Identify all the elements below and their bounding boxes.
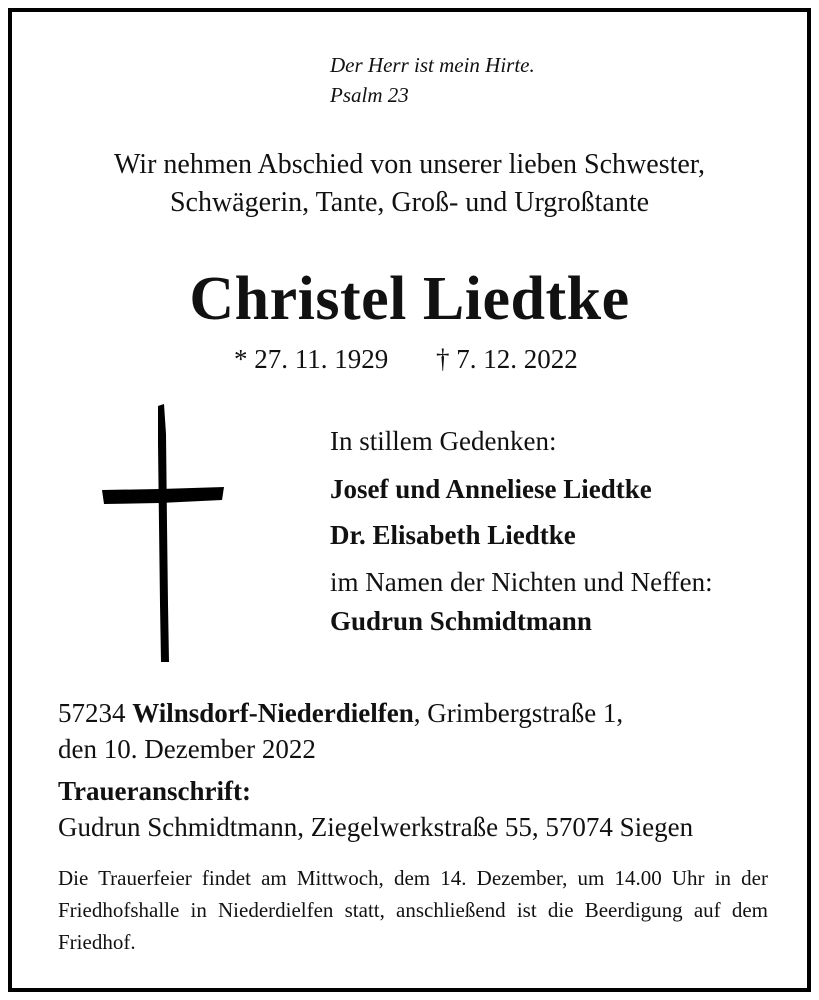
intro-line-2: Schwägerin, Tante, Groß- und Urgroßtante <box>169 187 650 218</box>
address-street: , Grimbergstraße 1, <box>413 698 624 728</box>
birth-date: * 27. 11. 1929 <box>234 344 389 374</box>
mourners-behalf: im Namen der Nichten und Neffen: <box>330 567 713 597</box>
address-date: den 10. Dezember 2022 <box>58 734 316 764</box>
psalm-reference: Psalm 23 <box>330 83 409 107</box>
condolence-label-text: Traueranschrift: <box>58 776 251 806</box>
deceased-name: Christel Liedtke <box>189 265 630 333</box>
mourner-name-1: Josef und Anneliese Liedtke <box>330 474 652 504</box>
address-town: Wilnsdorf-Niederdielfen <box>132 698 414 728</box>
mourner-name-3: Gudrun Schmidtmann <box>330 606 592 636</box>
condolence-address: Gudrun Schmidtmann, Ziegelwerkstraße 55, 57074 Siegen <box>58 812 694 842</box>
cross-icon <box>100 404 226 664</box>
condolence-label <box>58 776 251 807</box>
address-zip: 57234 <box>58 698 126 728</box>
psalm-quote: Der Herr ist mein Hirte. <box>330 53 535 77</box>
intro-line-1: Wir nehmen Abschied von unserer lieben Schwester, <box>113 149 706 180</box>
address-line <box>58 698 623 729</box>
death-date: † 7. 12. 2022 <box>436 344 578 374</box>
mourners-heading: In stillem Gedenken: <box>330 426 557 456</box>
service-notice: Die Trauerfeier findet am Mittwoch, dem 14. Dezember, um 14.00 Uhr in der Friedhofshalle in Niederdielfen statt, anschließend ist die Beerdigung auf dem Friedhof. <box>58 866 768 954</box>
obituary-notice <box>8 8 811 992</box>
mourner-name-2: Dr. Elisabeth Liedtke <box>330 520 576 550</box>
